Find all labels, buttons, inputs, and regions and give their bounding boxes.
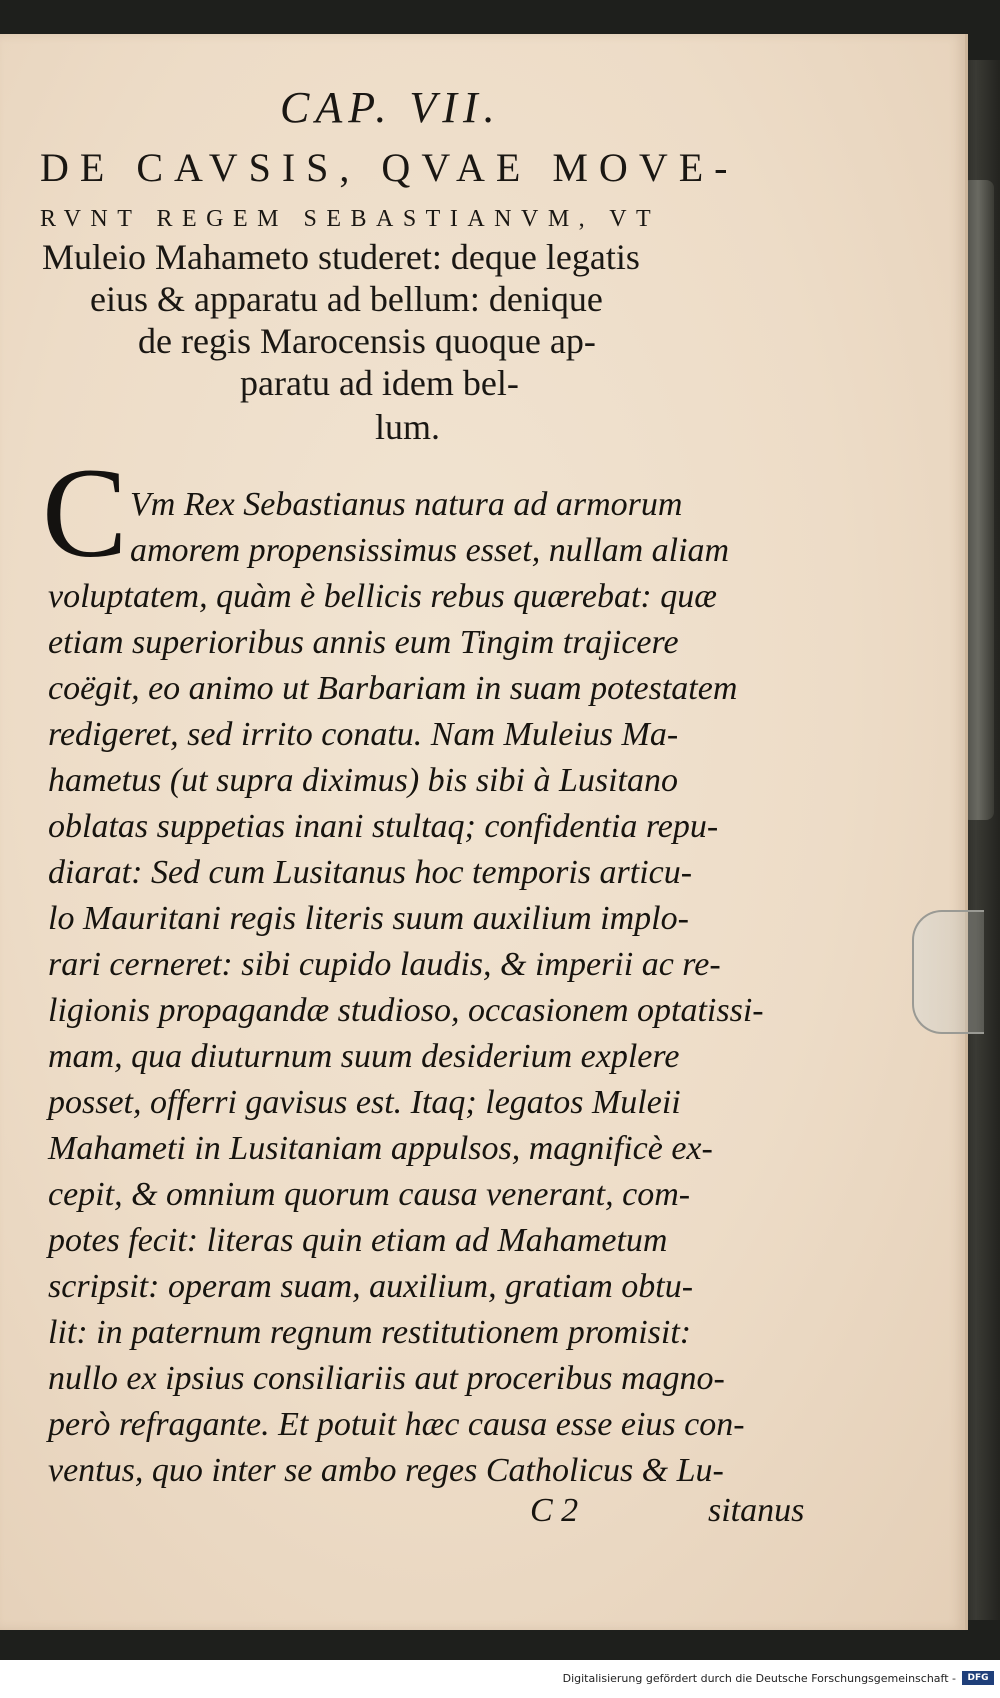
body-line: etiam superioribus annis eum Tingim trajicere [48, 624, 679, 661]
body-line: rari cerneret: sibi cupido laudis, & imperii ac re- [48, 946, 721, 983]
body-line: lo Mauritani regis literis suum auxilium implo- [48, 900, 689, 937]
subheading-line: eius & apparatu ad bellum: denique [90, 279, 603, 319]
chapter-title: CAP. VII. [280, 83, 501, 132]
body-line: mam, qua diuturnum suum desiderium explere [48, 1038, 680, 1075]
drop-cap: C [42, 442, 128, 584]
body-line: Mahameti in Lusitaniam appulsos, magnificè ex- [48, 1130, 713, 1167]
body-line: scripsit: operam suam, auxilium, gratiam obtu- [48, 1268, 694, 1305]
body-line: coëgit, eo animo ut Barbariam in suam potestatem [48, 670, 738, 707]
body-line: posset, offerri gavisus est. Itaq; legatos Muleii [48, 1084, 681, 1121]
body-line: ventus, quo inter se ambo reges Catholicus & Lu- [48, 1452, 724, 1489]
dfg-logo: DFG [962, 1671, 994, 1685]
body-line: lit: in paternum regnum restitutionem promisit: [48, 1314, 692, 1351]
body-line: diarat: Sed cum Lusitanus hoc temporis articu- [48, 854, 693, 891]
body-line: però refragante. Et potuit hæc causa esse eius con- [48, 1406, 745, 1443]
catchword: sitanus [708, 1492, 805, 1529]
subheading-line: de regis Marocensis quoque ap- [138, 321, 596, 361]
footer-credit: Digitalisierung gefördert durch die Deutsche Forschungsgemeinschaft - [562, 1672, 956, 1685]
body-line: Vm Rex Sebastianus natura ad armorum [130, 486, 683, 523]
body-line: redigeret, sed irrito conatu. Nam Muleius Ma- [48, 716, 679, 753]
subheading-line: Muleio Mahameto studeret: deque legatis [42, 237, 640, 277]
body-line: voluptatem, quàm è bellicis rebus quærebat: quæ [48, 578, 717, 615]
body-line: cepit, & omnium quorum causa venerant, com- [48, 1176, 691, 1213]
body-line: hametus (ut supra diximus) bis sibi à Lusitano [48, 762, 678, 799]
body-line: potes fecit: literas quin etiam ad Mahametum [48, 1222, 668, 1259]
subheading-line: paratu ad idem bel- [240, 363, 519, 403]
page-clip [912, 910, 984, 1034]
signature-mark: C 2 [530, 1492, 579, 1529]
body-line: amorem propensissimus esset, nullam aliam [130, 532, 730, 569]
subheading-line: lum. [375, 407, 441, 447]
footer-bar [0, 1660, 1000, 1698]
body-line: ligionis propagandæ studioso, occasionem optatissi- [48, 992, 764, 1029]
heading-line-1: DE CAVSIS, QVAE MOVE- [40, 145, 739, 190]
body-line: nullo ex ipsius consiliariis aut proceribus magno- [48, 1360, 725, 1397]
body-line: oblatas suppetias inani stultaq; confidentia repu- [48, 808, 719, 845]
heading-line-2: RVNT REGEM SEBASTIANVM, VT [40, 206, 661, 232]
